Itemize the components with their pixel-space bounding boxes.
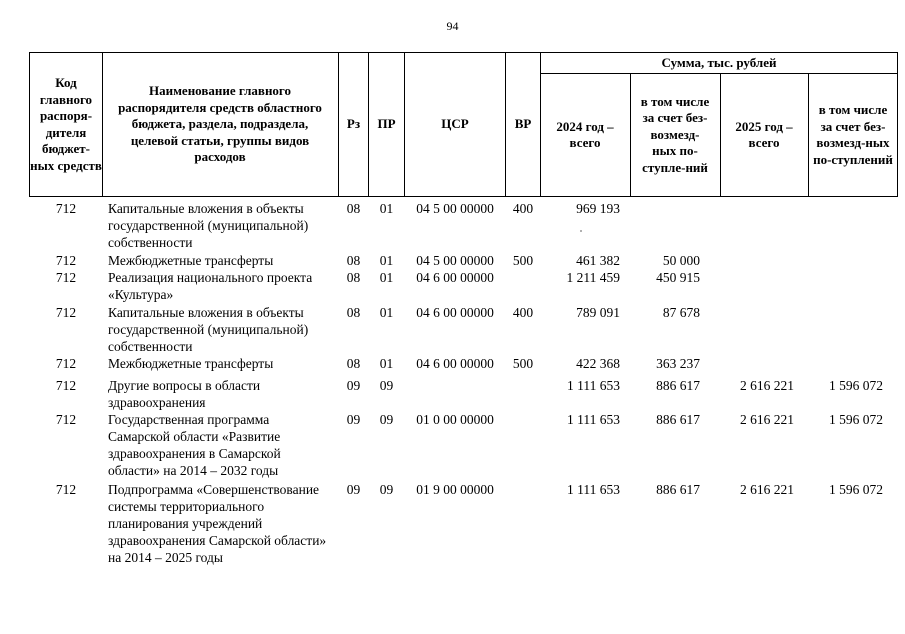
cell-pr: 01 [379,305,394,320]
cell-2024-total: 1 111 653 [567,378,620,393]
cell-csr: 04 5 00 00000 [416,201,494,216]
cell-code: 712 [55,270,77,285]
cell-2024-free: 886 617 [656,412,700,427]
cell-2024-free: 886 617 [656,482,700,497]
cell-name: Капитальные вложения в объекты государственной (муниципальной) собственности [108,201,309,250]
cell-name: Реализация национального проекта «Культура» [108,270,313,302]
cell-2024-free: 50 000 [662,253,700,268]
cell-code: 712 [55,378,77,393]
cell-pr: 01 [379,201,394,216]
cell-rz: 08 [346,270,361,285]
cell-2024-free: 450 915 [656,270,700,285]
cell-2024-total: 789 091 [576,305,620,320]
cell-name: Государственная программа Самарской области «Развитие здравоохранения в Самарской области» на 2014 – 2032 годы [108,412,281,478]
header-sum-group: Сумма, тыс. рублей [661,54,777,70]
cell-code: 712 [55,356,77,371]
cell-pr: 09 [379,482,394,497]
cell-rz: 08 [346,253,361,268]
cell-rz: 08 [346,305,361,320]
cell-2025-total: 2 616 221 [740,378,794,393]
cell-csr: 04 5 00 00000 [416,253,494,268]
cell-rz: 09 [346,412,361,427]
cell-name: Межбюджетные трансферты [108,253,274,268]
cell-name: Капитальные вложения в объекты государственной (муниципальной) собственности [108,305,309,354]
header-rz: Рз [346,116,361,132]
cell-2025-total: 2 616 221 [740,412,794,427]
cell-vr: 400 [512,201,534,216]
cell-2024-total: 1 111 653 [567,412,620,427]
header-2025-incl: в том числе за счет без-возмезд-ных по-ступлений [813,102,893,167]
cell-2024-total: 1 111 653 [567,482,620,497]
cell-code: 712 [55,482,77,497]
cell-rz: 08 [346,201,361,216]
cell-code: 712 [55,201,77,216]
header-name: Наименование главного распорядителя средств областного бюджета, раздела, подраздела, целевой статьи, группы видов расходов [118,83,322,165]
header-2024-total: 2024 год – всего [556,118,614,150]
cell-code: 712 [55,412,77,427]
cell-2024-free: 363 237 [656,356,700,371]
cell-name: Межбюджетные трансферты [108,356,274,371]
cell-2024-total: 422 368 [576,356,620,371]
cell-2025-total: 2 616 221 [740,482,794,497]
cell-2024-total: 1 211 459 [566,270,620,285]
cell-2024-free: 87 678 [662,305,700,320]
cell-code: 712 [55,253,77,268]
cell-rz: 08 [346,356,361,371]
cell-csr: 04 6 00 00000 [416,305,494,320]
cell-vr: 500 [512,356,534,371]
cell-2025-free: 1 596 072 [829,378,883,393]
scan-speck [580,230,582,232]
cell-csr: 01 0 00 00000 [416,412,494,427]
cell-name: Подпрограмма «Совершенствование системы территориального планирования учреждений здравоохранения Самарской области» на 2014 – 2025 годы [108,482,327,565]
cell-pr: 01 [379,253,394,268]
cell-2024-free: 886 617 [656,378,700,393]
cell-vr: 400 [512,305,534,320]
cell-pr: 01 [379,356,394,371]
cell-pr: 09 [379,412,394,427]
header-code: Код главного распоря-дителя бюджет-ных средств [30,75,102,173]
cell-2025-free: 1 596 072 [829,482,883,497]
cell-2024-total: 969 193 [576,201,620,216]
cell-rz: 09 [346,378,361,393]
cell-pr: 01 [379,270,394,285]
cell-rz: 09 [346,482,361,497]
header-csr: ЦСР [441,116,469,132]
cell-code: 712 [55,305,77,320]
cell-pr: 09 [379,378,394,393]
cell-2024-total: 461 382 [576,253,620,268]
cell-csr: 01 9 00 00000 [416,482,494,497]
cell-vr: 500 [512,253,534,268]
header-vr: ВР [514,116,532,132]
cell-csr: 04 6 00 00000 [416,270,494,285]
page-number: 94 [446,19,459,33]
cell-name: Другие вопросы в области здравоохранения [108,378,261,410]
cell-csr: 04 6 00 00000 [416,356,494,371]
header-pr: ПР [377,116,396,132]
header-2025-total: 2025 год – всего [735,118,793,150]
header-2024-incl: в том числе за счет без-возмезд-ных по-ступле-ний [640,93,710,175]
cell-2025-free: 1 596 072 [829,412,883,427]
